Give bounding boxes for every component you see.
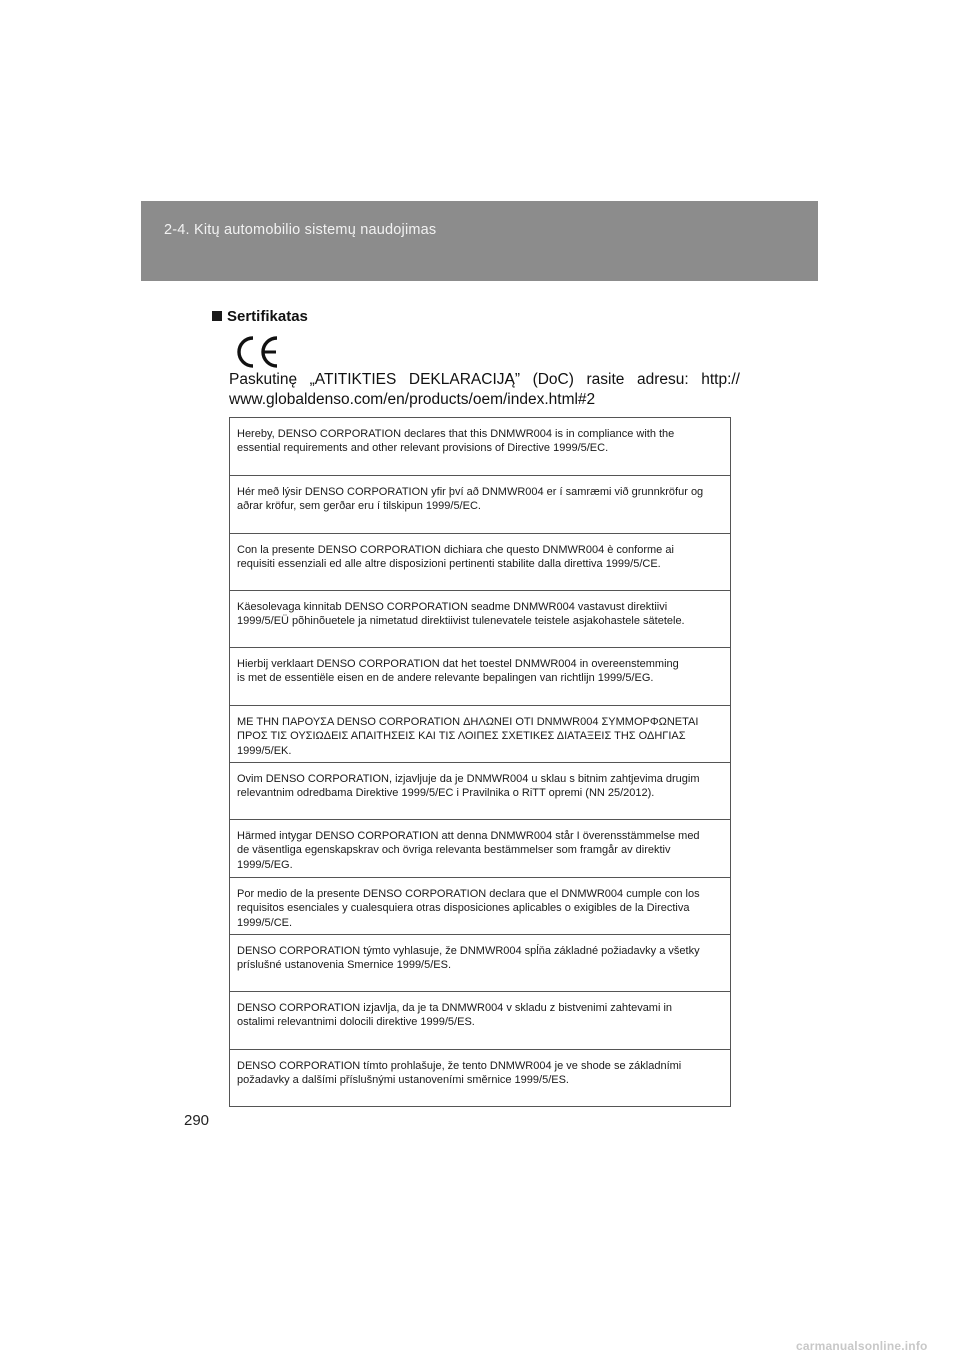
declaration-line: Por medio de la presente DENSO CORPORATION declara que el DNMWR004 cumple con los <box>237 888 700 900</box>
declaration-line: requisiti essenziali ed alle altre disposizioni pertinenti stabilite dalla direttiva 1999/5/CE. <box>237 558 661 571</box>
doc-url-paragraph: Paskutinę „ATITIKTIES DEKLARACIJĄ” (DoC) rasite adresu: http:// www.globaldenso.com/en/products/oem/index.html#2 <box>229 371 740 408</box>
declaration-line: 1999/5/EG. <box>237 858 293 871</box>
declaration-line: DENSO CORPORATION tímto prohlašuje, že tento DNMWR004 je ve shode se základními <box>237 1060 682 1072</box>
declaration-line: Hér með lýsir DENSO CORPORATION yfir því að DNMWR004 er í samræmi við grunnkröfur og <box>237 486 704 498</box>
declaration-line: is met de essentiële eisen en de andere relevante bepalingen van richtlijn 1999/5/EG. <box>237 672 654 685</box>
declaration-line: DENSO CORPORATION izjavlja, da je ta DNMWR004 v skladu z bistvenimi zahtevami in <box>237 1002 673 1014</box>
declaration-row <box>230 1049 730 1106</box>
declaration-row <box>230 819 730 877</box>
declaration-line: de väsentliga egenskapskrav och övriga relevanta bestämmelser som framgår av direktiv <box>237 844 671 857</box>
declaration-row <box>230 934 730 991</box>
declaration-row <box>230 418 730 475</box>
declaration-row <box>230 705 730 762</box>
declaration-line: Ovim DENSO CORPORATION, izjavljuje da je DNMWR004 u sklau s bitnim zahtjevima drugim <box>237 773 700 785</box>
declaration-line: Hierbij verklaart DENSO CORPORATION dat het toestel DNMWR004 in overeenstemming <box>237 658 679 670</box>
declaration-line: Hereby, DENSO CORPORATION declares that this DNMWR004 is in compliance with the <box>237 428 675 440</box>
declaration-line: ΠΡΟΣ ΤΙΣ ΟΥΣΙΩΔΕΙΣ ΑΠΑΙΤΗΣΕΙΣ ΚΑΙ ΤΙΣ ΛΟΙΠΕΣ ΣΧΕΤΙΚΕΣ ΔΙΑΤΑΞΕΙΣ ΤΗΣ ΟΔΗΓΙΑΣ <box>237 730 686 743</box>
declaration-line: ΜΕ ΤΗΝ ΠΑΡΟΥΣΑ DENSO CORPORATION ΔΗΛΩΝΕΙ ΟΤΙ DNMWR004 ΣΥΜΜΟΡΦΩΝΕΤΑΙ <box>237 716 699 728</box>
declaration-row <box>230 991 730 1049</box>
declaration-line: 1999/5/CE. <box>237 916 293 929</box>
declaration-row <box>230 590 730 647</box>
declaration-row <box>230 475 730 533</box>
declarations-table <box>229 417 731 1107</box>
declaration-line: requisitos esenciales y cualesquiera otras disposiciones aplicables o exigibles de la Directiva <box>237 902 690 915</box>
declaration-row <box>230 877 730 934</box>
declaration-line: ostalimi relevantnimi dolocili direktive 1999/5/ES. <box>237 1016 475 1029</box>
chapter-title: 2-4. Kitų automobilio sistemų naudojimas <box>164 222 437 238</box>
ce-mark-logo <box>233 335 283 369</box>
declaration-row <box>230 762 730 819</box>
chapter-header-bar <box>141 201 818 281</box>
declaration-line: 1999/5/ΕΚ. <box>237 744 292 757</box>
declaration-line: essential requirements and other relevant provisions of Directive 1999/5/EC. <box>237 442 609 455</box>
declaration-line: 1999/5/EÜ põhinõuetele ja nimetatud direktiivist tulenevatele teistele asjakohastele sätetele. <box>237 615 685 628</box>
page-number: 290 <box>184 1112 210 1129</box>
declaration-line: Käesolevaga kinnitab DENSO CORPORATION seadme DNMWR004 vastavust direktiivi <box>237 601 668 613</box>
declaration-line: aðrar kröfur, sem gerðar eru í tilskipun 1999/5/EC. <box>237 500 481 513</box>
declaration-line: požadavky a dalšími příslušnými ustanoveními směrnice 1999/5/ES. <box>237 1074 569 1087</box>
watermark-text: carmanualsonline.info <box>796 1339 928 1353</box>
declaration-line: príslušné ustanovenia Smernice 1999/5/ES. <box>237 959 452 972</box>
section-heading-text: Sertifikatas <box>227 308 308 325</box>
declaration-line: DENSO CORPORATION týmto vyhlasuje, že DNMWR004 spĺňa základné požiadavky a všetky <box>237 945 700 957</box>
declaration-line: Con la presente DENSO CORPORATION dichiara che questo DNMWR004 è conforme ai <box>237 544 674 556</box>
section-heading <box>212 308 308 325</box>
declaration-row <box>230 647 730 705</box>
declaration-line: Härmed intygar DENSO CORPORATION att denna DNMWR004 står I överensstämmelse med <box>237 830 700 842</box>
declaration-row <box>230 533 730 590</box>
declaration-line: relevantnim odredbama Direktive 1999/5/EC i Pravilnika o RiTT opremi (NN 25/2012). <box>237 787 655 800</box>
square-bullet-icon <box>212 311 222 321</box>
